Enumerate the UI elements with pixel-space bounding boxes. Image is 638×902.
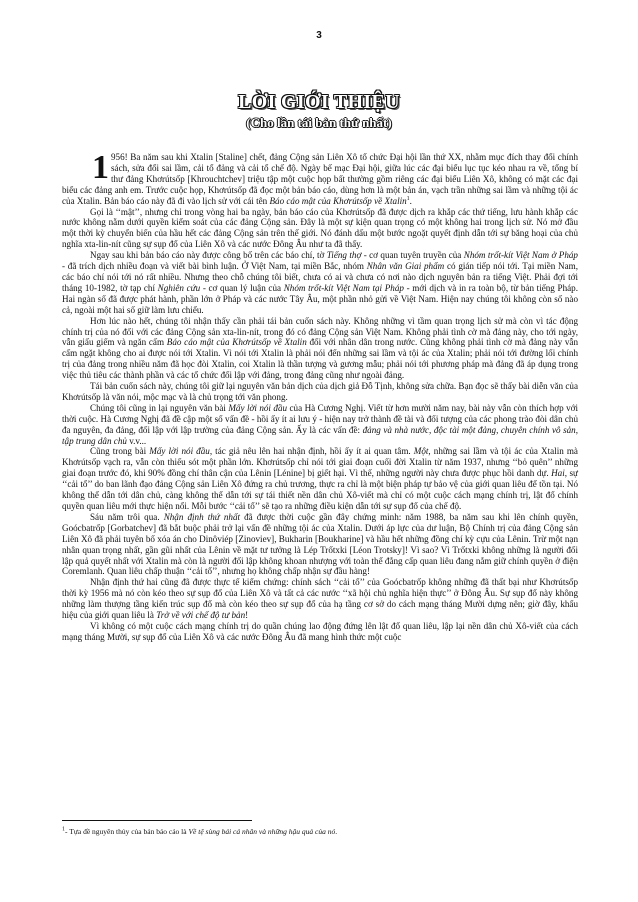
paragraph-4 (62, 316, 578, 381)
footnote-text: . (335, 827, 338, 836)
footnote (62, 827, 578, 836)
paragraph-text: Nhận định thứ hai cũng đã được thực tế kiểm chứng: chính sách ‘‘cải tổ’’ của Goócbatrốp không những đã thất bại như Khơrútsốp thời kỳ 1956 mà nó còn kéo theo sự sụp đổ của Liên Xô và tất cả các nước ‘‘xã hội chủ nghĩa hiện thực’’ ở Đông Âu. Sự sụp đổ này không những làm thượng tầng kiến trúc sụp đổ mà còn kéo theo sự sụp đổ của hạ tầng cơ sở do cách mạng tháng Mười dựng nên; giờ đây, khẩu hiệu của giới quan liêu là (62, 577, 578, 621)
paragraph-text: , tác giả nêu lên hai nhận định, hồi ấy ít ai quan tâm. (209, 446, 414, 457)
paragraph-text: , những sai lầm và tội ác của Xtalin mà Khơrútsốp vạch ra, vẫn còn thiếu sót một phần lớn. Khơrútsốp chỉ nói tới giai đoạn cuối đời Xtalin từ năm 1937, nhưng ‘‘bỏ quên’’ những giai đoạn trước đó, khi 90% đồng chí thân cận của Lênin [Lénine] bị giết hại. Vì thế, những người này chưa được phục hồi danh dự. (62, 446, 578, 479)
paragraph-2: Gọi là ‘‘mật’’, nhưng chỉ trong vòng hai ba ngày, bản báo cáo của Khơrútsốp đã được dịch ra khắp các thứ tiếng, lưu hành khắp các nước không nằm dưới quyền kiểm soát của các đảng Cộng sản. Đây là một sự kiện quan trọng có một không hai trong lịch sử. Nó mở đầu một thời kỳ chuyển biến của hầu hết các đảng Cộng sản trên thế giới. Nó đánh dấu một bước ngoặt quyết định dẫn tới sự băng hoại của chủ nghĩa xta-lin-nít cũng sự sụp đổ của Liên Xô và các nước Đông Âu như ta đã thấy. (62, 206, 578, 250)
italic-text: đảng và nhà nước, độc tài một đảng, chuyên chính vô sản, tập trung dân chủ (62, 424, 578, 446)
italic-text: Tiếng thợ (326, 250, 362, 261)
paragraph-text: - cơ quan lý luận của (200, 282, 284, 293)
page-title: LỜI GIỚI THIỆU (238, 91, 400, 113)
page-subtitle: (Cho lần tái bản thứ nhất) (246, 115, 392, 130)
body-text (62, 149, 578, 643)
paragraph-text: Sáu năm trôi qua. (90, 511, 164, 522)
paragraph-text: . (409, 195, 412, 206)
footnote-italic-text: Về tệ sùng bái cá nhân và những hậu quả của nó (188, 827, 336, 836)
paragraph-text: của Hà Cương Nghị. Viết từ hơn mười năm nay, bài này vẫn còn thích hợp với thời cuộc. Hà Cương Nghị đã đề cập một số vấn đề - hồi ấy ít ai lưu ý - hiện nay trở thành đề tài và đối tượng của các phong trào đòi dân chủ đa nguyên, đa đảng, đối lập với lập trường của đảng Cộng sản. Ấy là các vấn đề: (62, 402, 578, 435)
italic-text: Báo cáo mật của Khơrútsốp về Xtalin (166, 337, 307, 348)
paragraph-text: - cơ quan tuyên truyền của (361, 250, 464, 261)
italic-text: Trở về với chế độ tư bản (156, 610, 246, 621)
paragraph-9 (62, 577, 578, 621)
paragraph-8 (62, 512, 578, 577)
italic-text: Nhóm trốt-kít Việt Nam tại Pháp (283, 282, 404, 293)
italic-text: Mấy lời nói đầu (228, 402, 288, 413)
drop-cap: 1 (92, 149, 109, 186)
paragraph-text: v.v... (126, 435, 147, 446)
footnote-number: 1 (62, 826, 65, 833)
paragraph-text: Cũng trong bài (90, 446, 150, 457)
footnote-divider (62, 820, 252, 821)
paragraph-text: có gián tiếp nói tới. Tại miền Nam, các báo chí nói tới nó rất nhiều. Nhưng theo chỗ chúng tôi biết, chưa có ai và chưa có nơi nào dịch nguyên bản ra tiếng Việt. Phải đợi tới tháng 10-1982, tờ tạp chí (62, 261, 578, 293)
italic-text: Nhận định thứ nhất (163, 511, 241, 522)
footnote-reference[interactable]: 1 (406, 195, 410, 202)
italic-text: Nhóm trốt-kít Việt Nam ở Pháp (463, 250, 578, 261)
paragraph-text: ! (245, 610, 249, 621)
paragraph-text: - đã trích dịch nhiều đoạn và viết bài bình luận. Ở Việt Nam, tại miền Bắc, nhóm (62, 261, 367, 272)
paragraph-6 (62, 403, 578, 447)
paragraph-text: đã được thời cuộc gần đây chứng minh: năm 1988, ba năm sau khi lên chính quyền, Goócbatrốp [Gorbatchev] đã bắt buộc phải trở lại vấn đề những tội ác của Xtalin. Dưới áp lực của dư luận, Bộ Chính trị của đảng Cộng sản Liên Xô đã phải tuyên bố xóa án cho Dinôviép [Zinoviev], Bukharin [Boukharine] và hầu hết những đồng chí kỳ cựu của Lênin. Trừ một nạn nhân quan trọng nhất, gần gũi nhất của Lênin về mặt tư tưởng là Lép Trốtxki [Léon Trotsky]! Vì sao? Vì Trốtxki không những là người đối lập quả quyết nhất với Xtalin mà còn là người đối lập không khoan nhượng với toàn thể đẳng cấp quan liêu đang nắm giữ chính quyền ở điện Coremlanh. Quan liêu chấp thuận ‘‘cải tổ’’, nhưng họ không chấp nhận sự đầu hàng! (62, 511, 578, 577)
italic-title: Báo cáo mật của Khơrútsốp về Xtalin (269, 195, 407, 206)
paragraph-text: đối với nhân dân trong nước. Cũng không phải tình cờ mà đảng này vẫn cấm ngặt không cho ai được nói tới Xtalin. Vì nói tới Xtalin là phải nói đến những sai lầm và tội ác của Xtalin; phải nói tới đường lối chính trị của đảng trong nhiều năm đã học đòi Xtalin, coi Xtalin là thần tượng và gương mẫu; phải nói tới phương pháp mà đảng đã áp dụng trong việc thủ tiêu các thành phần và các tổ chức đối lập với đảng, trong đảng cũng như ngoài đảng. (62, 337, 578, 381)
paragraph-text: - mới dịch và in ra toàn bộ, từ bản tiếng Pháp. Hai ngàn số đã được phát hành, phần lớn ở Pháp và các nước Tây Âu, một phần nhỏ gửi về Việt Nam. Hiện nay chúng tôi không còn số nào cả, ngoài một hai số giữ làm lưu chiểu. (62, 282, 578, 315)
italic-text: Nghiên cứu (157, 282, 201, 293)
paragraph-5: Tái bản cuốn sách này, chúng tôi giữ lại nguyên văn bản dịch của dịch giả Đỗ Tịnh, không sửa chữa. Bạn đọc sẽ thấy bài diễn văn của Khơrútsốp là văn nói, mộc mạc và là chủ trọng tới văn phong. (62, 381, 578, 402)
paragraph-7 (62, 446, 578, 511)
italic-text: Mấy lời nói đầu (149, 446, 210, 457)
paragraph-10: Vì không có một cuộc cách mạng chính trị do quần chúng lao động đứng lên lật đổ quan liêu, lập lại nền dân chủ Xô-viết của cách mạng tháng Mười, sự sụp đổ của Liên Xô và các nước Đông Âu đã mang hình thức một cuộc (62, 620, 578, 642)
italic-text: Một (413, 446, 429, 457)
paragraph-text: 956! Ba năm sau khi Xtalin [Staline] chết, đảng Cộng sản Liên Xô tổ chức Đại hội lần thứ XX, nhằm mục đích thay đổi chính sách, sửa đổi sai lầm, cải tổ đảng và cải tổ chế độ. Ngày bế mạc Đại hội, giữa lúc các đại biểu lục tục kéo nhau ra về, tổng bí thư đảng Khơrútsốp [Khrouchtchev] triệu tập một cuộc họp bất thường gồm riêng các đại biểu Liên Xô, không có mặt các đại biểu các đảng anh em. Trước cuộc họp, Khơrútsốp đã đọc một bản báo cáo, dùng hơn là một bản án, vạch trần những sai lầm và những tội ác của Xtalin. Bản báo cáo này đã đi vào lịch sử với cái tên (62, 152, 578, 206)
paragraph-3 (62, 250, 578, 315)
italic-text: Hai (551, 468, 565, 479)
paragraph-1 (62, 149, 578, 207)
page-number: 3 (316, 30, 322, 41)
footnote-text: - Tựa đề nguyên thủy của bản báo cáo là (65, 827, 189, 836)
paragraph-text: , sự ‘‘cải tổ’’ do ban lãnh đạo đảng Cộng sản Liên Xô đứng ra chủ trương, thực ra chỉ là một biện pháp tự bảo vệ của giới quan liêu để tồn tại. Nó không thể dẫn tới dân chủ, càng không thể dẫn tới sự tái thiết nền dân chủ Xô-viết mà chỉ có một cuộc cách mạng chính trị, lật đổ chính quyền quan liêu mới thực hiện nổi. Mỗi bước ‘‘cải tổ’’ sẽ tạo ra những điều kiện dẫn tới sự sụp đổ của chế độ. (62, 468, 578, 511)
italic-text: Nhân văn Giai phẩm (366, 261, 445, 272)
paragraph-text: Ngay sau khi bản báo cáo này được công bố trên các báo chí, tờ (90, 250, 327, 261)
paragraph-text: Hơn lúc nào hết, chúng tôi nhận thấy cần phải tái bản cuốn sách này. Không những vì tầm quan trọng lịch sử mà còn vì tác động chính trị của nó đối với các đảng Cộng sản xta-lin-nít, trong đó có đảng Cộng sản Việt Nam. Không phải tình cờ mà đảng này, cho tới ngày, vẫn giấu giếm và ngăn cấm (62, 315, 578, 348)
paragraph-text: Chúng tôi cũng in lại nguyên văn bài (90, 402, 229, 413)
